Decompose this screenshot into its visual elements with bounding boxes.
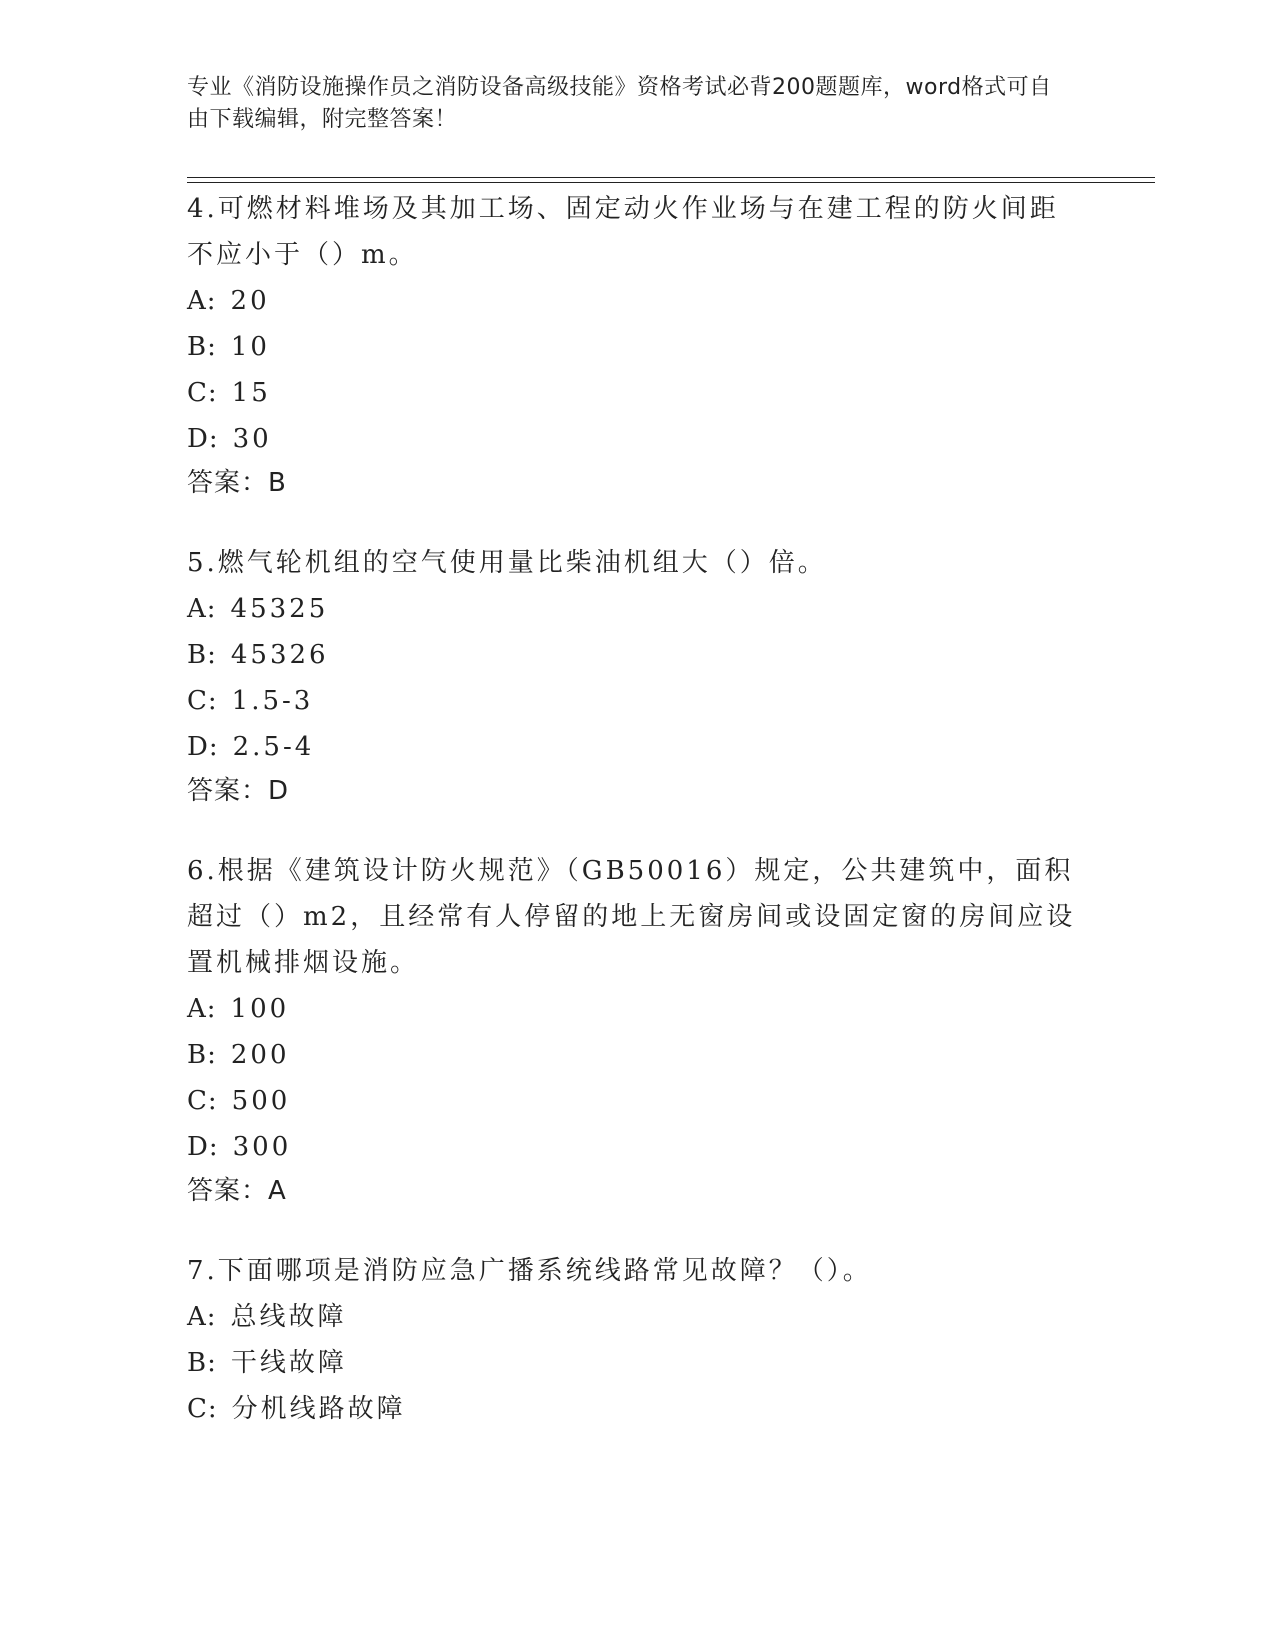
question-stem: 7.下面哪项是消防应急广播系统线路常见故障？（）。 (187, 1256, 872, 1286)
option-letter: C: (187, 1086, 218, 1116)
answer-line: 答案：B (187, 468, 287, 498)
option-a (187, 278, 1087, 324)
option-text: 15 (231, 378, 271, 408)
option-c (187, 678, 1087, 724)
option-letter: B: (187, 640, 217, 670)
option-text: 30 (232, 424, 272, 454)
option-letter: B: (187, 332, 217, 362)
option-c (187, 1078, 1087, 1124)
option-letter: B: (187, 1040, 217, 1070)
option-letter: A: (187, 1302, 217, 1332)
option-letter: D: (187, 732, 219, 762)
answer-line: 答案：D (187, 776, 290, 806)
option-text: 20 (230, 286, 270, 316)
option-d (187, 1124, 1087, 1170)
option-text: 45326 (230, 640, 329, 670)
option-text: 总线故障 (230, 1302, 347, 1332)
option-a (187, 1294, 1087, 1340)
option-text: 1.5-3 (231, 686, 314, 716)
option-a (187, 586, 1087, 632)
option-d (187, 416, 1087, 462)
option-text: 2.5-4 (232, 732, 315, 762)
option-letter: B: (187, 1348, 217, 1378)
question-4 (187, 186, 1087, 504)
answer-line: 答案：A (187, 1176, 287, 1206)
header-divider-bottom (187, 182, 1155, 183)
option-text: 分机线路故障 (231, 1394, 406, 1424)
option-text: 10 (230, 332, 270, 362)
document-header: 专业《消防设施操作员之消防设备高级技能》资格考试必背200题题库，word格式可自由下载编辑，附完整答案！ (187, 75, 1052, 132)
option-text: 200 (230, 1040, 290, 1070)
option-letter: C: (187, 378, 218, 408)
option-d (187, 724, 1087, 770)
option-c (187, 1386, 1087, 1432)
option-b (187, 632, 1087, 678)
option-b (187, 1340, 1087, 1386)
option-letter: A: (187, 994, 217, 1024)
question-list (187, 186, 1087, 1468)
option-letter: A: (187, 286, 217, 316)
question-7 (187, 1248, 1087, 1432)
option-letter: C: (187, 686, 218, 716)
option-letter: C: (187, 1394, 218, 1424)
option-text: 45325 (230, 594, 329, 624)
option-c (187, 370, 1087, 416)
option-letter: D: (187, 1132, 219, 1162)
header-divider-top (187, 177, 1155, 178)
question-stem: 6.根据《建筑设计防火规范》（GB50016）规定，公共建筑中，面积超过（）m2，且经常有人停留的地上无窗房间或设固定窗的房间应设置机械排烟设施。 (187, 856, 1076, 978)
option-b (187, 1032, 1087, 1078)
option-text: 100 (230, 994, 290, 1024)
option-letter: D: (187, 424, 219, 454)
option-letter: A: (187, 594, 217, 624)
question-5 (187, 540, 1087, 812)
option-b (187, 324, 1087, 370)
question-stem: 4.可燃材料堆场及其加工场、固定动火作业场与在建工程的防火间距不应小于（）m。 (187, 194, 1059, 270)
option-text: 500 (231, 1086, 291, 1116)
option-text: 300 (232, 1132, 292, 1162)
question-6 (187, 848, 1087, 1212)
option-text: 干线故障 (230, 1348, 347, 1378)
option-a (187, 986, 1087, 1032)
question-stem: 5.燃气轮机组的空气使用量比柴油机组大（）倍。 (187, 548, 827, 578)
